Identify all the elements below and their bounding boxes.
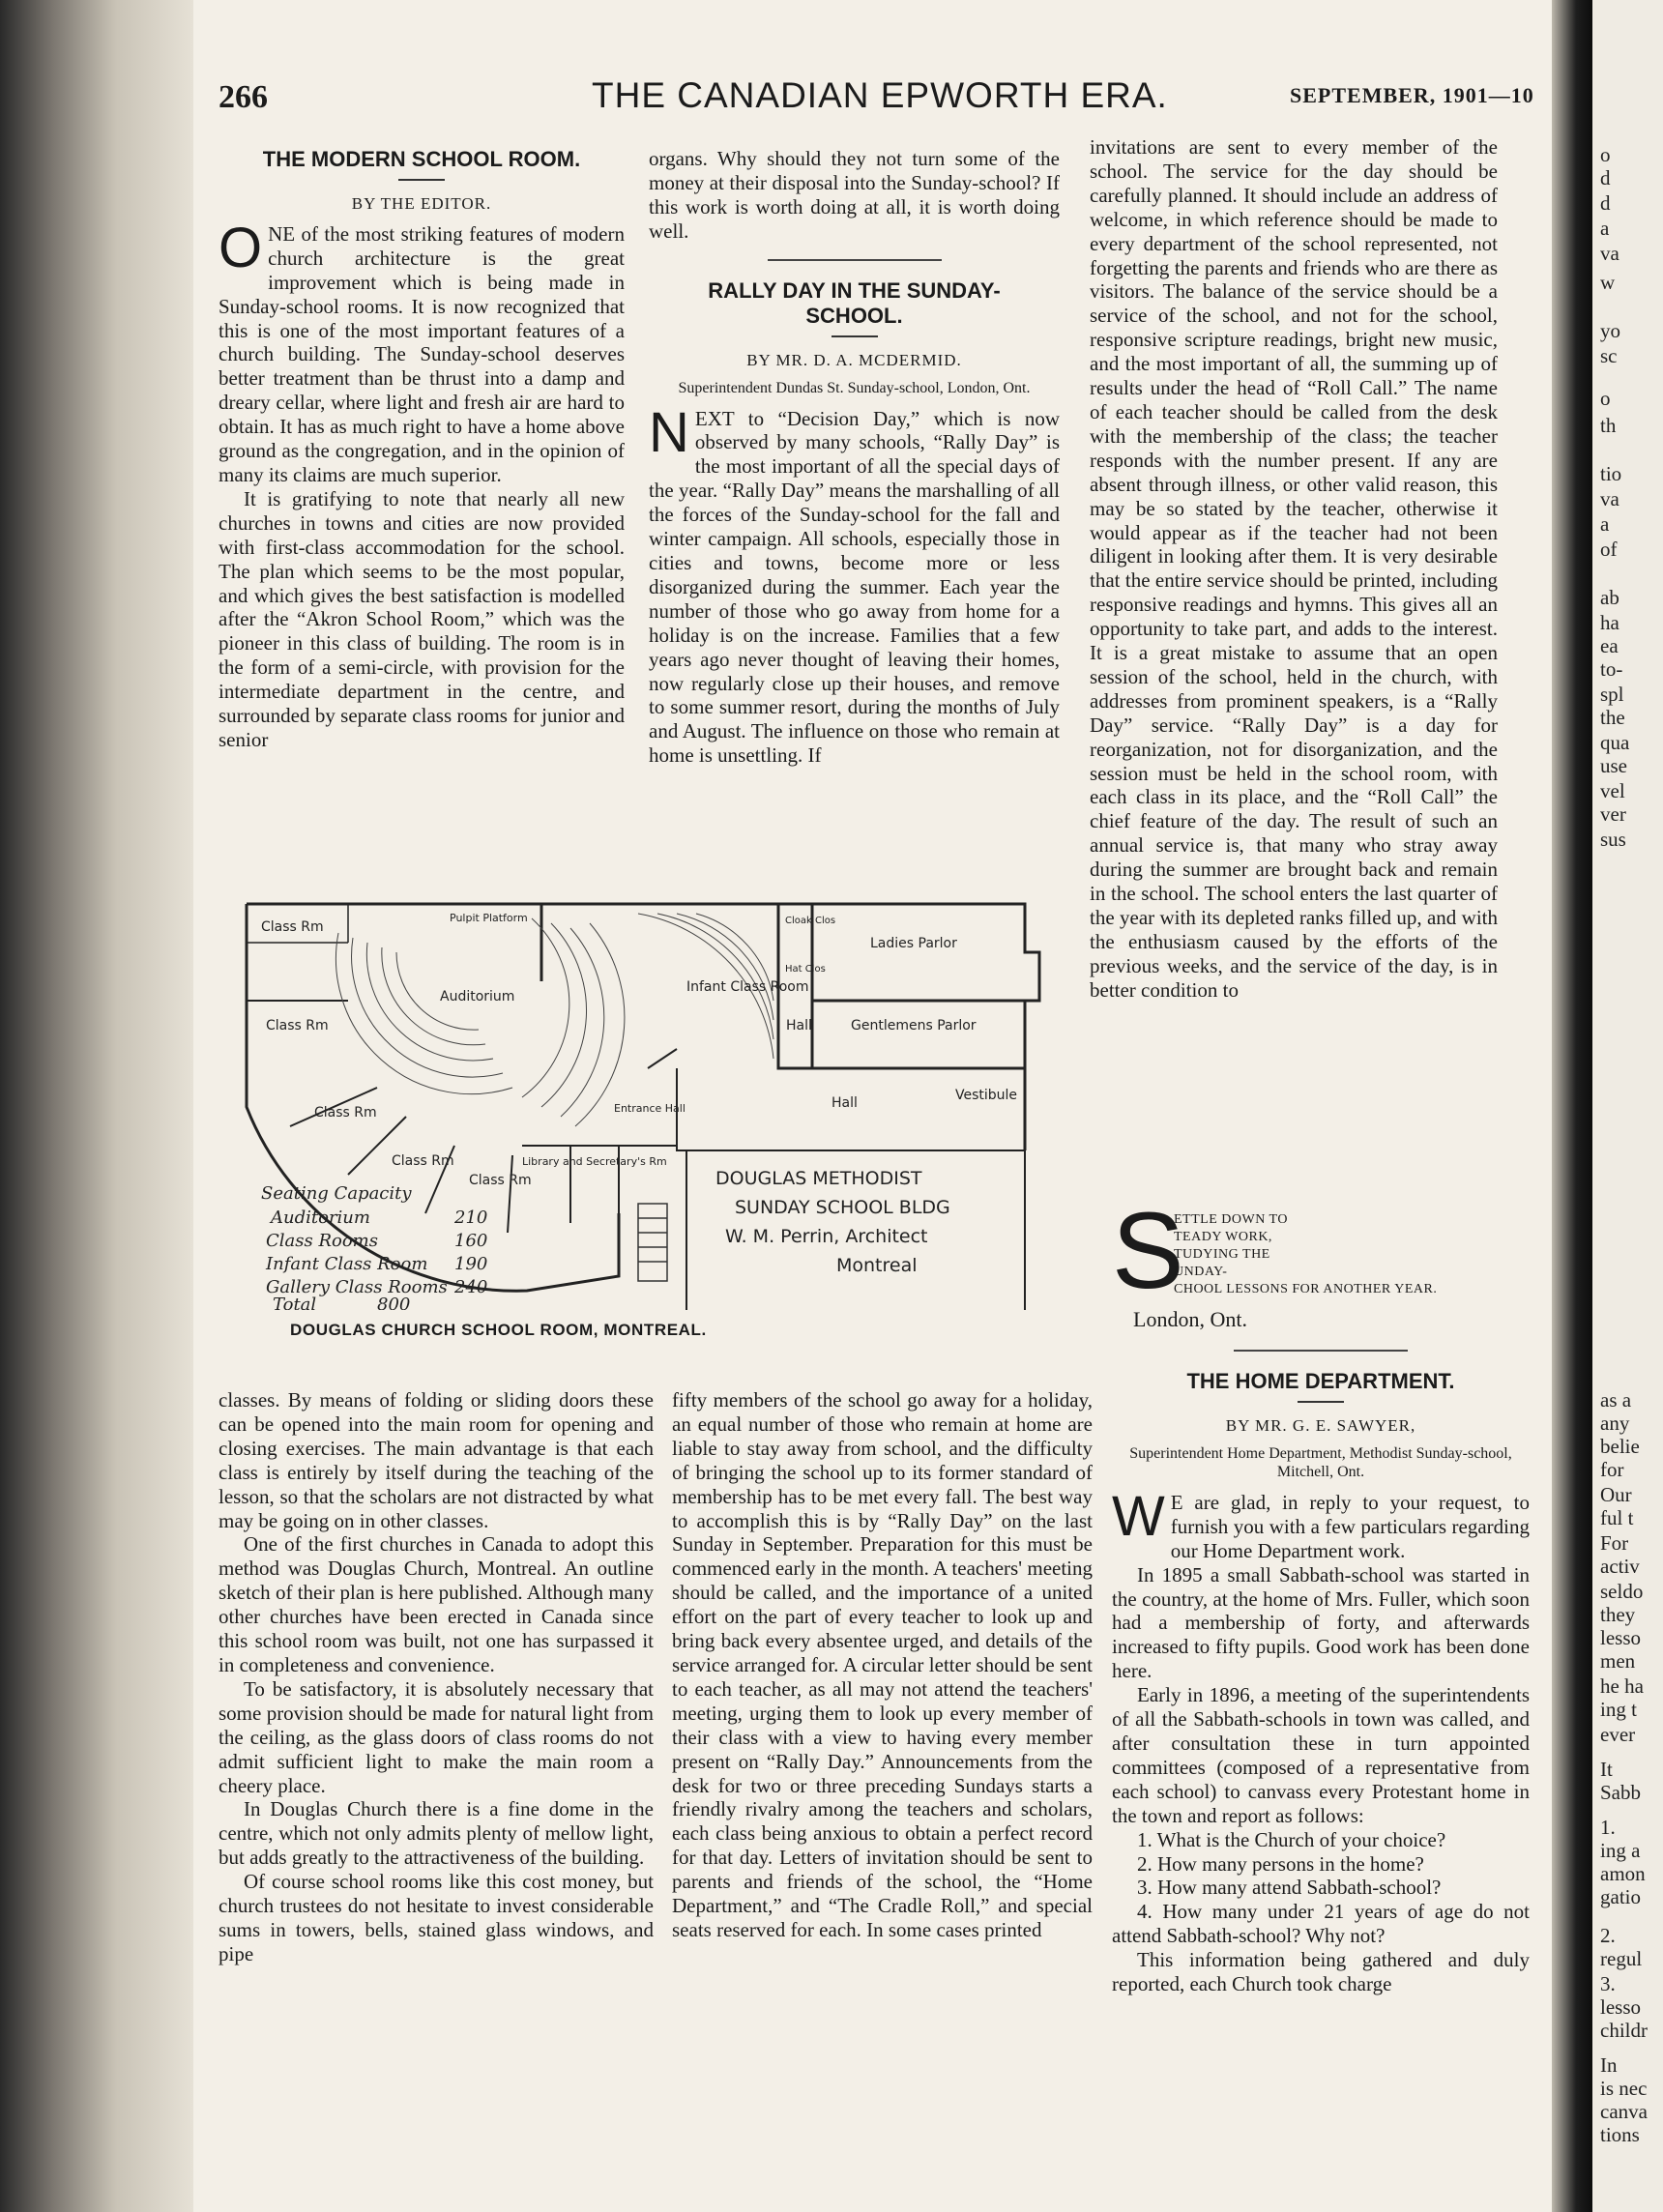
article1-para-3: One of the first churches in Canada to adopt this method was Douglas Church, Montreal. An outline sketch of their plan is here published. Although many other churches have been erected in Canada since this school room was built, not one has surpassed it in completeness and convenience. xyxy=(219,1532,654,1676)
plan-label-entrance: Entrance Hall xyxy=(614,1102,686,1115)
facing-page-text: ing a xyxy=(1600,1839,1641,1862)
plan-label-class-rm: Class Rm xyxy=(261,919,324,935)
article3-title: THE HOME DEPARTMENT. xyxy=(1186,1369,1455,1393)
seating-value: 160 xyxy=(454,1231,488,1251)
plan-title: Montreal xyxy=(836,1255,918,1276)
facing-page-text: they xyxy=(1600,1603,1636,1626)
article2-title: RALLY DAY IN THE SUNDAY- SCHOOL. xyxy=(708,277,1001,328)
article2-para-1: NEXT to “Decision Day,” which is now observed by many schools, “Rally Day” is the most important of all the special days of the year. “Rally Day” means the marshalling of all the forces of the Sunday-school for the fall and winter campaign. All schools, especially those in cities and towns, become more or less disorganized during the summer. Each year the number of those who go away from home for a holiday is on the increase. Families that a few years ago never thought of leaving their homes, now regularly close up their houses, and remove to some summer resort, during the months of July and August. The influence on those who remain at home is unsettling. If xyxy=(649,400,1060,768)
facing-page-text: o xyxy=(1600,387,1611,410)
plan-title: SUNDAY SCHOOL BLDG xyxy=(735,1197,950,1218)
settle-down-motto xyxy=(1112,1190,1518,1311)
article1-column-bottom xyxy=(219,1388,654,1966)
seating-total-value: 800 xyxy=(377,1295,411,1310)
plan-label-hall: Hall xyxy=(786,1018,812,1033)
facing-page-text: qua xyxy=(1600,731,1630,754)
facing-page-text: For xyxy=(1600,1531,1629,1555)
seating-label: Auditorium xyxy=(271,1208,370,1228)
seating-label: Class Rooms xyxy=(266,1231,378,1251)
facing-page-text: as a xyxy=(1600,1388,1632,1412)
facing-page-text: d xyxy=(1600,166,1611,189)
plan-label-cloak: Cloak Clos xyxy=(785,916,836,926)
facing-page-text: for xyxy=(1600,1458,1624,1481)
facing-page-text: men xyxy=(1600,1649,1636,1673)
facing-page-fragment xyxy=(1592,0,1663,2212)
publication-title: THE CANADIAN EPWORTH ERA. xyxy=(592,75,1168,115)
article3-subtitle: Superintendent Home Department, Methodist Sunday-school, Mitchell, Ont. xyxy=(1129,1444,1512,1480)
facing-page-text: to- xyxy=(1600,657,1623,681)
figure-caption: DOUGLAS CHURCH SCHOOL ROOM, MONTREAL. xyxy=(290,1321,707,1339)
article3-byline: BY MR. G. E. SAWYER, xyxy=(1225,1416,1416,1435)
page-gutter xyxy=(1552,0,1592,2212)
facing-page-text: 1. xyxy=(1600,1816,1616,1839)
facing-page-text: spl xyxy=(1600,683,1624,706)
facing-page-text: th xyxy=(1600,414,1617,437)
facing-page-text: a xyxy=(1600,512,1610,536)
plan-label-ladies: Ladies Parlor xyxy=(870,936,957,951)
seating-value: 210 xyxy=(454,1208,488,1228)
plan-label-auditorium: Auditorium xyxy=(440,989,515,1004)
survey-questions xyxy=(1112,1828,1530,1949)
survey-question: 3. How many attend Sabbath-school? xyxy=(1137,1876,1442,1900)
facing-page-text: Our xyxy=(1600,1483,1632,1506)
facing-page-text: a xyxy=(1600,217,1610,240)
facing-page-text: ver xyxy=(1600,802,1626,826)
motto-line: CHOOL LESSONS FOR ANOTHER YEAR. xyxy=(1174,1282,1438,1296)
seating-value: 190 xyxy=(454,1254,488,1274)
column3-top xyxy=(1090,135,1498,1003)
facing-page-text: ful t xyxy=(1600,1506,1634,1529)
facing-page-text: w xyxy=(1600,271,1616,294)
facing-page-text: va xyxy=(1600,242,1619,265)
page-number: 266 xyxy=(219,79,268,115)
plan-label-class-rm: Class Rm xyxy=(314,1105,377,1121)
section-separator xyxy=(1234,1350,1408,1352)
plan-label-library: Library and Secretary's Rm xyxy=(522,1155,667,1168)
facing-page-text: activ xyxy=(1600,1555,1640,1578)
article1-para-2-cont: classes. By means of folding or sliding doors these can be opened into the main room for opening and closing exercises. The main advantage is that each class is entirely by itself during the teaching of the lesson, so that the scholars are not distracted by what may be going on in other classes. xyxy=(219,1388,654,1532)
article2-place: London, Ont. xyxy=(1133,1307,1247,1331)
article3-para-4: This information being gathered and duly reported, each Church took charge xyxy=(1112,1948,1530,1996)
facing-page-text: gatio xyxy=(1600,1885,1641,1908)
facing-page-text: sus xyxy=(1600,828,1626,851)
facing-page-text: vel xyxy=(1600,779,1625,802)
article3-para-3: Early in 1896, a meeting of the superintendents of all the Sabbath-schools in town was called, and after consultation these in turn appointed committees (composed of a representative from each school) to canvass every Protestant home in the town and report as follows: xyxy=(1112,1683,1530,1827)
article2-para-1-cont: fifty members of the school go away for a holiday, an equal number of those who remain at home are liable to stay away from school, and the difficulty of bringing the school up to its former standard of membership has to be met every fall. The best way to accomplish this is by “Rally Day” on the last Sunday in September. Preparation for this must be commenced early in the month. A teachers' meeting should be called, and the importance of a united effort on the part of every teacher to look up and bring back every absentee urged, and details of the service arranged for. A circular letter should be sent to each teacher, as all may not attend the teachers' meeting, urging them to look up every member of their class with a view to having every member present on “Rally Day.” Announcements from the desk for two or three preceding Sundays starts a friendly rivalry among the teachers and scholars, each class being anxious to obtain a perfect record for that day. Letters of invitation should be sent to parents and friends of the school, the “Home Department,” and “The Cradle Roll,” and special seats reserved for each. In some cases printed xyxy=(672,1388,1093,1941)
article3-column xyxy=(1112,1350,1530,1996)
motto-line: TEADY WORK, xyxy=(1174,1230,1272,1244)
plan-label-class-rm: Class Rm xyxy=(266,1018,329,1033)
article1-para-5: In Douglas Church there is a fine dome in the centre, which not only admits plenty of mellow light, but adds greatly to the attractiveness of the building. xyxy=(219,1797,654,1870)
facing-page-text: ab xyxy=(1600,586,1619,609)
facing-page-text: of xyxy=(1600,538,1618,561)
motto-line: UNDAY- xyxy=(1174,1265,1228,1279)
seating-total-label: Total xyxy=(273,1295,317,1310)
column2-top xyxy=(649,147,1060,768)
article2-subtitle: Superintendent Dundas St. Sunday-school, London, Ont. xyxy=(678,379,1031,396)
facing-page-text: Sabb xyxy=(1600,1781,1641,1804)
facing-page-text: use xyxy=(1600,754,1627,777)
facing-page-text: belie xyxy=(1600,1435,1640,1458)
facing-page-text: It xyxy=(1600,1758,1613,1781)
floor-plan xyxy=(232,885,1064,1310)
facing-page-text: the xyxy=(1600,706,1625,729)
facing-page-text: In xyxy=(1600,2053,1618,2077)
plan-label-infant-class: Infant Class Room xyxy=(686,979,809,995)
seating-label: Gallery Class Rooms xyxy=(266,1277,448,1297)
survey-question: 4. How many under 21 years of age do not attend Sabbath-school? Why not? xyxy=(1112,1900,1530,1948)
facing-page-text: ing t xyxy=(1600,1698,1637,1721)
facing-page-text: 2. xyxy=(1600,1924,1616,1947)
article1-title: THE MODERN SCHOOL ROOM. xyxy=(262,147,581,171)
survey-question: 2. How many persons in the home? xyxy=(1137,1851,1424,1876)
seating-value: 240 xyxy=(454,1277,488,1297)
title-rule xyxy=(398,179,445,181)
title-rule xyxy=(1298,1401,1344,1403)
plan-label-hall: Hall xyxy=(832,1095,858,1111)
facing-page-text: any xyxy=(1600,1412,1630,1435)
article2-para-1-cont2: invitations are sent to every member of the school. The service for the day should be carefully planned. It should include an address of welcome, in which reference should be made to every department of the school represented, not forgetting the parents and friends who are there as visitors. The balance of the service should be a service of the school, and not for the school, responsive scripture readings, bright new music, and the most important of all, the summing up of results under the head of “Roll Call.” The name of each teacher should be called from the desk with the membership of the class; the teacher responds with the number present. If any are absent through illness, or other valid reason, this may be so stated by the teacher, otherwise it would appear as if the teacher had not been diligent in looking after them. It is very desirable that the entire service should be printed, including responsive readings and hymns. This gives all an opportunity to take part, and adds to the interest. It is a great mistake to assume that an open session of the school, held in the church, with addresses from prominent speakers, is a “Rally Day” service. “Rally Day” is a day for reorganization, not for disorganization, and the session must be held in the school room, with each class in its place, and the “Roll Call” the chief feature of the day. The result of such an annual service is, that many who stray away during the summer are brought back and remain in the school. The school enters the last quarter of the year with its depleted ranks filled up, and with the enthusiasm caused by the efforts of the previous weeks, and the service of the day, is in better condition to xyxy=(1090,135,1498,1002)
facing-page-text: d xyxy=(1600,191,1611,215)
facing-page-text: is nec xyxy=(1600,2077,1648,2100)
article3-para-1: W E are glad, in reply to your request, to furnish you with a few particulars regarding our Home Department work. xyxy=(1112,1484,1530,1562)
facing-page-text: tio xyxy=(1600,462,1622,485)
facing-page-text: lesso xyxy=(1600,1995,1641,2019)
plan-label-class-rm: Class Rm xyxy=(392,1153,454,1169)
title-rule xyxy=(832,335,878,337)
article1-para-6-cont: organs. Why should they not turn some of the money at their disposal into the Sunday-school? If this work is worth doing at all, it is worth doing well. xyxy=(649,147,1060,243)
facing-page-text: o xyxy=(1600,143,1611,166)
facing-page-text: ever xyxy=(1600,1723,1636,1746)
facing-page-text: he ha xyxy=(1600,1674,1644,1698)
facing-page-text: childr xyxy=(1600,2019,1648,2042)
article1-para-1: ONE of the most striking features of modern church architecture is the great improvement which is being made in Sunday-school rooms. It is now recognized that this is one of the most important features of a church building. The Sunday-school deserves better treatment than be thrust into a damp and dreary cellar, where light and fresh air are hard to obtain. It has as much right to have a home above ground as the congregation, and in the opinion of many its claims are much superior. xyxy=(219,216,625,486)
motto-line: TUDYING THE xyxy=(1174,1247,1270,1262)
article1-column-top xyxy=(219,147,625,752)
section-separator xyxy=(768,259,942,261)
motto-line: ETTLE DOWN TO xyxy=(1174,1212,1288,1227)
seating-title: Seating Capacity xyxy=(261,1183,412,1204)
facing-page-text: canva xyxy=(1600,2100,1648,2123)
facing-page-text: amon xyxy=(1600,1862,1646,1885)
plan-label-class-rm: Class Rm xyxy=(469,1173,532,1188)
dropcap: W xyxy=(1112,1484,1165,1548)
facing-page-text: tions xyxy=(1600,2123,1640,2146)
article1-para-2: It is gratifying to note that nearly all new churches in towns and cities are now provided with first-class accommodation for the school. The plan which seems to be the most popular, and which gives the best satisfaction is modelled after the “Akron School Room,” which was the pioneer in this class of building. The room is in the form of a semi-circle, with provision for the intermediate department in the centre, and surrounded by separate class rooms for junior and senior xyxy=(219,486,625,751)
facing-page-text: 3. xyxy=(1600,1972,1616,1995)
facing-page-text: va xyxy=(1600,487,1619,510)
facing-page-text: ea xyxy=(1600,634,1619,657)
article1-para-6: Of course school rooms like this cost money, but church trustees do not hesitate to invest considerable sums in towers, bells, stained glass windows, and pipe xyxy=(219,1870,654,1965)
article1-para-4: To be satisfactory, it is absolutely necessary that some provision should be made for natural light from the ceiling, as the glass doors of class rooms do not admit sufficient light to make the main room a cheery place. xyxy=(219,1676,654,1797)
motto-initial: S xyxy=(1112,1190,1184,1311)
plan-label-hat: Hat Clos xyxy=(785,964,826,975)
facing-page-text: ha xyxy=(1600,611,1619,634)
seating-label: Infant Class Room xyxy=(266,1254,428,1274)
plan-title: DOUGLAS METHODIST xyxy=(715,1168,922,1189)
facing-page-text: yo xyxy=(1600,319,1620,342)
survey-question: 1. What is the Church of your choice? xyxy=(1137,1827,1446,1851)
plan-label-pulpit: Pulpit Platform xyxy=(450,912,528,924)
plan-title: W. M. Perrin, Architect xyxy=(725,1226,928,1247)
dropcap: O xyxy=(219,216,263,279)
article2-byline: BY MR. D. A. MCDERMID. xyxy=(746,350,962,369)
plan-label-gentlemens: Gentlemens Parlor xyxy=(851,1018,977,1033)
facing-page-text: lesso xyxy=(1600,1626,1641,1649)
article1-byline: BY THE EDITOR. xyxy=(351,194,492,213)
plan-label-vestibule: Vestibule xyxy=(955,1088,1018,1103)
article2-column-bottom xyxy=(672,1388,1093,1942)
issue-date: SEPTEMBER, 1901—10 xyxy=(1290,83,1534,107)
dropcap: N xyxy=(649,400,689,464)
facing-page-text: sc xyxy=(1600,344,1618,367)
article3-para-2: In 1895 a small Sabbath-school was started in the country, at the home of Mrs. Fuller, which soon had a membership of forty, and afterwards increased to fifty pupils. Good work has been done here. xyxy=(1112,1562,1530,1683)
facing-page-text: seldo xyxy=(1600,1580,1644,1603)
facing-page-text: regul xyxy=(1600,1947,1643,1970)
book-binding xyxy=(0,0,193,2212)
